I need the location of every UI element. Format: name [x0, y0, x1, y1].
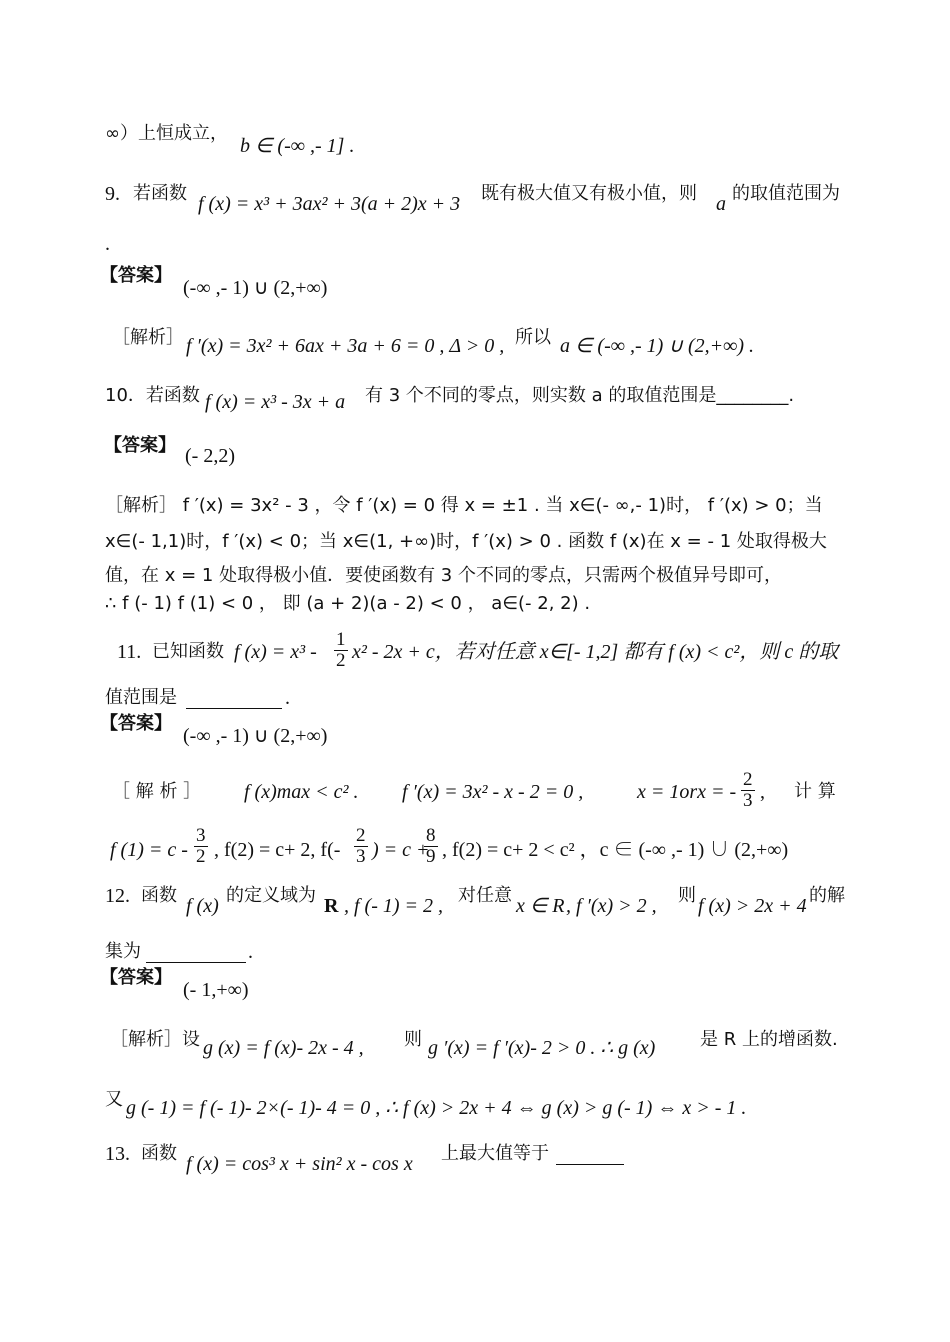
text-segment: ［解析］设: [110, 1029, 200, 1050]
fraction: [354, 826, 368, 867]
math-expression: x ∈ R: [516, 895, 565, 917]
text-segment: ［解析］ f ′(x) = 3x² - 3 ，令 f ′(x) = 0 得 x = ±1 . 当 x∈(- ∞,- 1)时， f ′(x) > 0；当: [105, 495, 823, 516]
solution-label: ［ 解 析 ］: [112, 781, 202, 802]
solution-12-line-1: [0, 1024, 950, 1064]
numerator: 1: [336, 629, 346, 650]
answer-label: 【答案】: [100, 713, 172, 734]
denominator: 3: [356, 846, 366, 867]
math-expression: , f (- 1) = 2 ,: [344, 895, 444, 917]
denominator: 3: [743, 790, 753, 811]
math-expression: , f ′(x) > 2 ,: [566, 895, 657, 917]
math-expression: f (x) > 2x + 4: [698, 895, 807, 917]
math-expression: f (x): [186, 895, 219, 917]
denominator: 2: [196, 846, 206, 867]
text-segment: 的解: [809, 885, 845, 906]
question-12: [0, 880, 950, 920]
text-segment: 有 3 个不同的零点，则实数 a 的取值范围是________.: [365, 385, 795, 406]
text-segment: 对任意: [458, 885, 512, 906]
math-symbol: R: [324, 895, 339, 917]
question-9: [0, 178, 950, 218]
text-segment: 则: [404, 1029, 422, 1050]
question-number: 11.: [117, 641, 142, 663]
denominator: 9: [426, 846, 436, 867]
numerator: 3: [196, 825, 206, 846]
math-expression: b ∈ (-∞ ,- 1] .: [240, 135, 355, 157]
text-segment: 所以: [515, 327, 551, 348]
answer-value: (-∞ ,- 1) ∪ (2,+∞): [183, 277, 328, 299]
solution-11-line-2: [0, 826, 950, 874]
math-expression: f ′(x) = 3x² - x - 2 = 0 ,: [402, 781, 584, 803]
answer-label: 【答案】: [104, 435, 176, 456]
fraction: [194, 826, 208, 867]
text-segment: 集为: [105, 941, 141, 962]
text-segment: 的取值范围为: [732, 183, 840, 204]
math-expression: x² - 2x + c，若对任意 x∈[- 1,2] 都有 f (x) < c²，则 c 的取: [352, 641, 839, 663]
math-expression: a ∈ (-∞ ,- 1) ∪ (2,+∞) .: [560, 335, 755, 357]
question-11: [0, 630, 950, 678]
math-variable: a: [716, 193, 726, 215]
text-segment: 值，在 x = 1 处取得极小值．要使函数有 3 个不同的零点，只需两个极值异号即可，: [105, 565, 782, 586]
text-segment: ∞）上恒成立，: [105, 123, 228, 144]
solution-11-line-1: [0, 770, 950, 818]
text-segment: x∈(- 1,1)时，f ′(x) < 0；当 x∈(1, +∞)时，f ′(x) > 0 . 函数 f (x)在 x = - 1 处取得极大: [105, 531, 827, 552]
answer-blank: [186, 690, 282, 709]
math-expression: , f(2) = c+ 2 < c² ，c ∈ (-∞ ,- 1) ∪ (2,+∞): [442, 839, 789, 861]
answer-label: 【答案】: [100, 265, 172, 286]
text-segment: .: [105, 233, 110, 255]
answer-blank: [146, 944, 246, 963]
text-segment: 10．若函数: [105, 385, 200, 406]
text-segment: 是 R 上的增函数.: [700, 1029, 838, 1050]
text-segment: 上最大值等于: [441, 1143, 549, 1164]
text-segment: 函数: [141, 1143, 177, 1164]
answer-value: (- 2,2): [185, 445, 235, 467]
fraction: [334, 630, 348, 671]
answer-label: 【答案】: [100, 967, 172, 988]
math-part: f (x) = x³ -: [234, 641, 317, 663]
solution-9: [0, 322, 950, 362]
question-13: [0, 1138, 950, 1178]
math-expression: x = 1orx = -: [637, 781, 737, 803]
denominator: 2: [336, 650, 346, 671]
math-expression: g ′(x) = f ′(x)- 2 > 0 . ∴ g (x): [428, 1037, 656, 1059]
question-number: 9.: [105, 183, 120, 205]
text-segment: 若函数: [133, 183, 187, 204]
text-segment: ,: [760, 781, 765, 803]
text-segment: 则: [678, 885, 696, 906]
question-10: [0, 380, 950, 420]
answer-12: [0, 966, 950, 1006]
math-expression: , f(2) = c+ 2, f(-: [214, 839, 341, 861]
text-segment: .: [285, 687, 290, 709]
fraction: [741, 770, 755, 811]
math-expression: [234, 640, 317, 664]
solution-10-line-1: [0, 490, 950, 530]
text-segment: 计 算: [794, 781, 836, 802]
answer-value: (- 1,+∞): [183, 979, 249, 1001]
math-expression: ) = c +: [372, 839, 430, 861]
solution-12-line-2: [0, 1084, 950, 1124]
line-prev-tail: [0, 118, 950, 158]
math-expression: f (x)max < c² .: [244, 781, 359, 803]
question-number: 12.: [105, 885, 130, 907]
text-segment: 又: [105, 1089, 123, 1110]
answer-9: [0, 264, 950, 304]
answer-11: [0, 712, 950, 752]
text-segment: ∴ f (- 1) f (1) < 0 ， 即 (a + 2)(a - 2) < 0 ， a∈(- 2, 2) .: [105, 593, 591, 614]
text-segment: 值范围是: [105, 687, 177, 708]
solution-10-line-4: [0, 588, 950, 628]
math-expression: f (x) = x³ - 3x + a: [205, 391, 346, 413]
answer-10: [0, 434, 950, 474]
answer-blank: [556, 1146, 624, 1165]
numerator: 8: [426, 825, 436, 846]
math-expression: g (- 1) = f (- 1)- 2×(- 1)- 4 = 0 , ∴ f (x) > 2x + 4 ⇔ g (x) > g (- 1) ⇔ x > - 1 .: [126, 1097, 747, 1119]
text-segment: .: [248, 941, 253, 963]
math-expression: f (x) = cos³ x + sin² x - cos x: [186, 1153, 413, 1175]
math-expression: g (x) = f (x)- 2x - 4 ,: [203, 1037, 364, 1059]
numerator: 2: [743, 769, 753, 790]
text-segment: 的定义域为: [226, 885, 316, 906]
fraction: [424, 826, 438, 867]
answer-value: (-∞ ,- 1) ∪ (2,+∞): [183, 725, 328, 747]
math-expression: f (1) = c -: [110, 839, 188, 861]
text-segment: 既有极大值又有极小值，则: [481, 183, 697, 204]
text-segment: 函数: [141, 885, 177, 906]
numerator: 2: [356, 825, 366, 846]
math-expression: f (x) = x³ + 3ax² + 3(a + 2)x + 3: [198, 193, 461, 215]
text-segment: 已知函数: [152, 641, 224, 662]
math-expression: f ′(x) = 3x² + 6ax + 3a + 6 = 0 , Δ > 0 ,: [186, 335, 505, 357]
solution-label: ［解析］: [112, 327, 184, 348]
question-number: 13.: [105, 1143, 130, 1165]
